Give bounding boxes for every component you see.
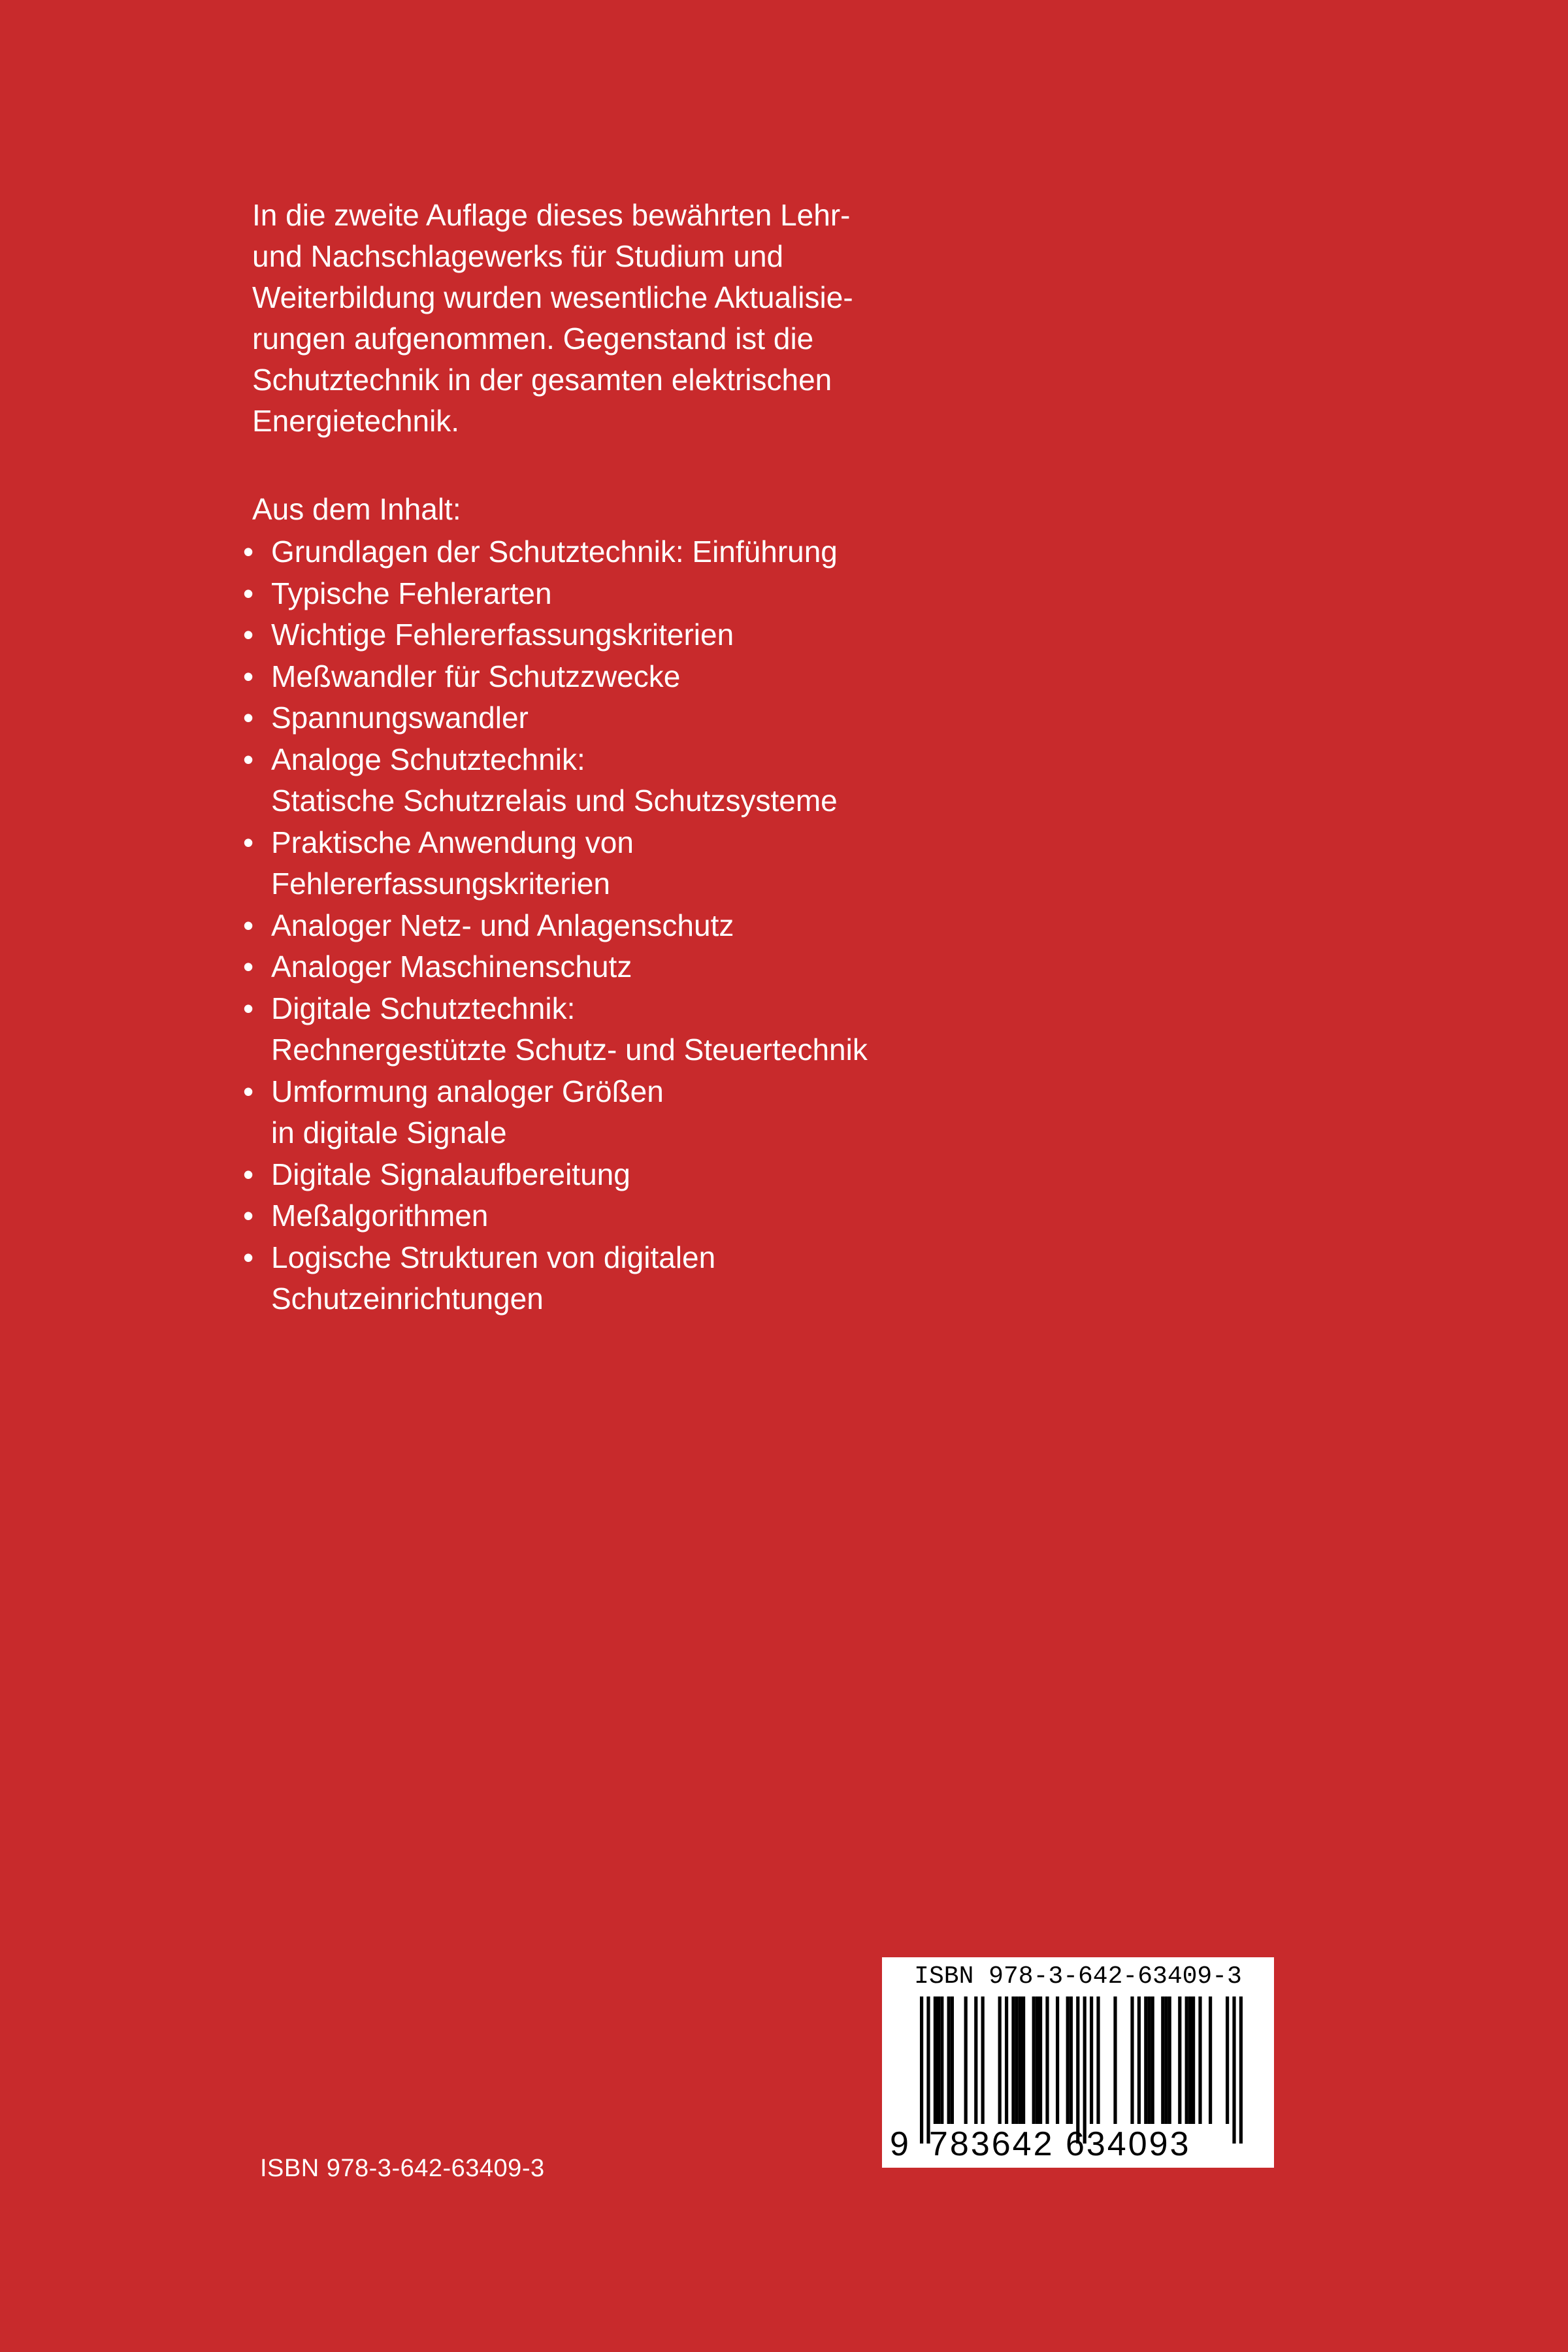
contents-item: [235, 946, 868, 988]
barcode-bar: [1019, 1996, 1022, 2124]
bullet-icon: •: [242, 1074, 254, 1108]
barcode-bar: [1015, 1996, 1019, 2124]
bullet-icon: •: [242, 950, 254, 984]
barcode-bar: [1209, 1996, 1212, 2124]
contents-item-text: Statische Schutzrelais und Schutzsysteme: [271, 784, 838, 818]
contents-item-text: Digitale Signalaufbereitung: [271, 1157, 630, 1191]
contents-item-text: Rechnergestützte Schutz- und Steuertechnik: [271, 1033, 868, 1067]
barcode-bar: [1070, 1996, 1073, 2124]
contents-item: [235, 822, 868, 905]
barcode-bar: [1239, 1996, 1243, 2144]
barcode-bar: [1185, 1996, 1188, 2124]
contents-item: [235, 697, 868, 739]
bullet-icon: •: [242, 535, 254, 569]
intro-line: Energietechnik.: [252, 404, 460, 438]
bullet-icon: •: [242, 618, 254, 652]
barcode-bar: [937, 1996, 940, 2124]
intro-line: Schutztechnik in der gesamten elektrischen: [252, 363, 832, 397]
contents-item: [235, 614, 868, 656]
barcode-bar: [1226, 1996, 1229, 2124]
contents-item-text: Typische Fehlerarten: [271, 576, 552, 610]
barcode-bar: [1168, 1996, 1171, 2124]
barcode-bar: [1151, 1996, 1154, 2124]
contents-item: [235, 739, 868, 822]
bullet-icon: •: [242, 825, 254, 859]
contents-item: [235, 1195, 868, 1237]
barcode-bar: [1022, 1996, 1025, 2124]
barcode-bar: [1005, 1996, 1008, 2124]
barcode-bar: [1036, 1996, 1039, 2124]
barcode-bar: [1090, 1996, 1093, 2124]
contents-item: [235, 573, 868, 615]
contents-item-text: Analoger Netz- und Anlagenschutz: [271, 908, 734, 942]
barcode-bar: [1032, 1996, 1036, 2124]
bullet-icon: •: [242, 1157, 254, 1191]
barcode-bar: [1045, 1996, 1049, 2124]
barcode-bar: [1011, 1996, 1015, 2124]
bullet-icon: •: [242, 659, 254, 693]
barcode-bar: [1178, 1996, 1181, 2124]
barcode-bar: [974, 1996, 977, 2124]
intro-line: In die zweite Auflage dieses bewährten Lehr-: [252, 198, 851, 232]
contents-item-text: Fehlererfassungskriterien: [271, 867, 611, 901]
barcode-label: [882, 1957, 1274, 2168]
barcode-bar: [1096, 1996, 1100, 2124]
contents-item-text: Schutzeinrichtungen: [271, 1282, 544, 1316]
barcode-bar: [981, 1996, 985, 2124]
bullet-icon: •: [242, 742, 254, 776]
bullet-icon: •: [242, 991, 254, 1025]
barcode-bar: [934, 1996, 937, 2124]
bullet-icon: •: [242, 701, 254, 735]
intro-paragraph: [252, 195, 1102, 442]
contents-item-text: Meßalgorithmen: [271, 1199, 489, 1233]
intro-line: rungen aufgenommen. Gegenstand ist die: [252, 322, 814, 356]
barcode-isbn: ISBN 978-3-642-63409-3: [914, 1963, 1242, 1991]
intro-line: und Nachschlagewerks für Studium und: [252, 239, 784, 273]
bullet-icon: •: [242, 576, 254, 610]
contents-item: [235, 531, 868, 573]
contents-item-text: Umformung analoger Größen: [271, 1074, 664, 1108]
contents-item-text: Praktische Anwendung von: [271, 825, 634, 859]
contents-list: [235, 531, 868, 1320]
barcode-bar: [964, 1996, 968, 2124]
contents-item: [235, 1154, 868, 1196]
contents-item-text: Spannungswandler: [271, 701, 529, 735]
barcode-bar: [1164, 1996, 1168, 2124]
contents-item-text: Wichtige Fehlererfassungskriterien: [271, 618, 734, 652]
barcode-bar: [1056, 1996, 1059, 2124]
barcode-bar: [1192, 1996, 1195, 2124]
barcode-bar: [1113, 1996, 1117, 2124]
intro-line: Weiterbildung wurden wesentliche Aktualisie-: [252, 280, 853, 314]
barcode-bar: [926, 1996, 930, 2144]
bullet-icon: •: [242, 1240, 254, 1274]
contents-item-text: Digitale Schutztechnik:: [271, 991, 576, 1025]
contents-item-text: Meßwandler für Schutzzwecke: [271, 659, 681, 693]
barcode-bar: [1198, 1996, 1201, 2124]
barcode-bar: [1130, 1996, 1134, 2124]
bullet-icon: •: [242, 1199, 254, 1233]
barcode-first-digit: 9: [890, 2125, 909, 2163]
contents-item: [235, 905, 868, 947]
contents-item: [235, 988, 868, 1071]
bullet-icon: •: [242, 908, 254, 942]
barcode-bar: [951, 1996, 954, 2124]
barcode-bar: [1161, 1996, 1164, 2124]
contents-item-text: Analoge Schutztechnik:: [271, 742, 585, 776]
contents-heading: Aus dem Inhalt:: [252, 492, 461, 526]
barcode-bar: [947, 1996, 951, 2124]
barcode-bar: [1039, 1996, 1042, 2124]
barcode-bar: [1188, 1996, 1192, 2124]
barcode-bar: [940, 1996, 943, 2124]
barcode-bar: [1144, 1996, 1147, 2124]
contents-item-text: Analoger Maschinenschutz: [271, 950, 632, 984]
barcode-bar: [1076, 1996, 1079, 2144]
contents-item-text: Grundlagen der Schutztechnik: Einführung: [271, 535, 838, 569]
contents-item: [235, 656, 868, 698]
contents-item: [235, 1237, 868, 1320]
barcode-bar: [1147, 1996, 1151, 2124]
barcode-bar: [1066, 1996, 1070, 2124]
contents-item-text: in digitale Signale: [271, 1116, 507, 1150]
contents-item: [235, 1071, 868, 1154]
isbn-text: ISBN 978-3-642-63409-3: [260, 2155, 545, 2182]
barcode-bar: [920, 1996, 923, 2144]
barcode-bar: [998, 1996, 1002, 2124]
barcode-bar: [1083, 1996, 1086, 2144]
barcode-bar: [1137, 1996, 1141, 2124]
contents-item-text: Logische Strukturen von digitalen: [271, 1240, 716, 1274]
barcode-digits: 783642 634093: [929, 2125, 1191, 2163]
barcode-bar: [1232, 1996, 1235, 2144]
